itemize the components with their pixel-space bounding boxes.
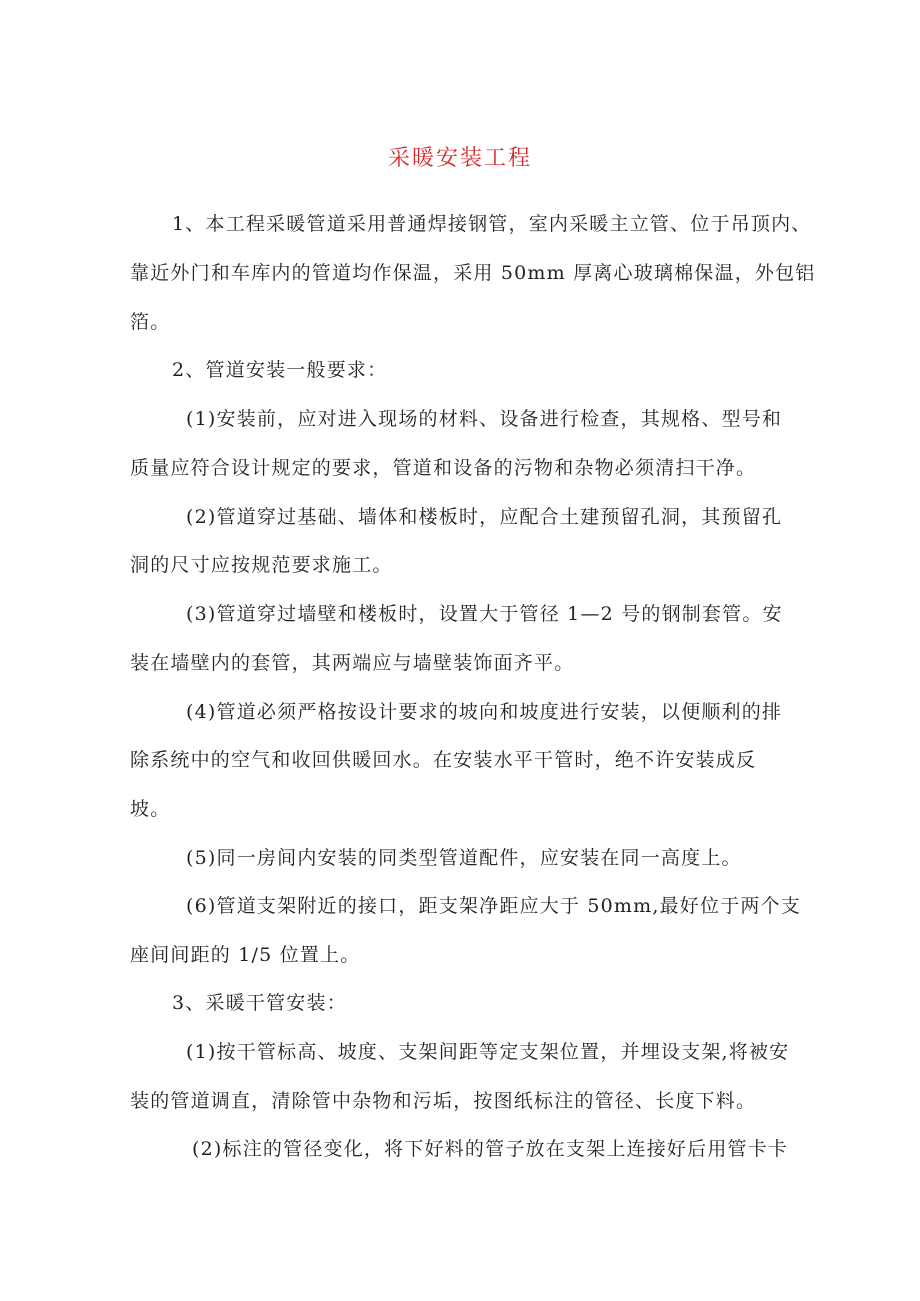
paragraph-line: 除系统中的空气和收回供暖回水。在安装水平干管时，绝不许安装成反 — [130, 749, 757, 771]
document-title: 采暖安装工程 — [387, 146, 532, 171]
paragraph-line: 1、本工程采暖管道采用普通焊接钢管，室内采暖主立管、位于吊顶内、 — [172, 213, 812, 235]
paragraph-line: 质量应符合设计规定的要求，管道和设备的污物和杂物必须清扫干净。 — [130, 457, 757, 479]
paragraph-line: (6)管道支架附近的接口，距支架净距应大于 50mm,最好位于两个支 — [186, 895, 802, 917]
paragraph-line: (2)管道穿过基础、墙体和楼板时，应配合土建预留孔洞，其预留孔 — [186, 506, 783, 528]
paragraph-line: (3)管道穿过墙壁和楼板时，设置大于管径 1—2 号的钢制套管。安 — [186, 603, 783, 625]
paragraph-line: 装在墙壁内的套管，其两端应与墙壁装饰面齐平。 — [130, 652, 575, 674]
paragraph-line: 坡。 — [130, 798, 171, 820]
paragraph-line: 靠近外门和车库内的管道均作保温，采用 50mm 厚离心玻璃棉保温，外包铝 — [130, 262, 816, 284]
paragraph-line: (5)同一房间内安装的同类型管道配件，应安装在同一高度上。 — [186, 847, 742, 869]
paragraph-line: (1)安装前，应对进入现场的材料、设备进行检查，其规格、型号和 — [186, 408, 783, 430]
paragraph-line: 箔。 — [130, 311, 171, 333]
paragraph-line: 洞的尺寸应按规范要求施工。 — [130, 554, 393, 576]
paragraph-line: (4)管道必须严格按设计要求的坡向和坡度进行安装，以便顺利的排 — [186, 701, 783, 723]
paragraph-line: (1)按干管标高、坡度、支架间距等定支架位置，并埋设支架,将被安 — [186, 1041, 790, 1063]
paragraph-line: 座间间距的 1/5 位置上。 — [130, 944, 361, 966]
paragraph-line: (2)标注的管径变化，将下好料的管子放在支架上连接好后用管卡卡 — [192, 1138, 789, 1160]
paragraph-line: 2、管道安装一般要求： — [172, 359, 388, 381]
paragraph-line: 装的管道调直，清除管中杂物和污垢，按图纸标注的管径、长度下料。 — [130, 1090, 757, 1112]
paragraph-line: 3、采暖干管安装： — [172, 992, 347, 1014]
